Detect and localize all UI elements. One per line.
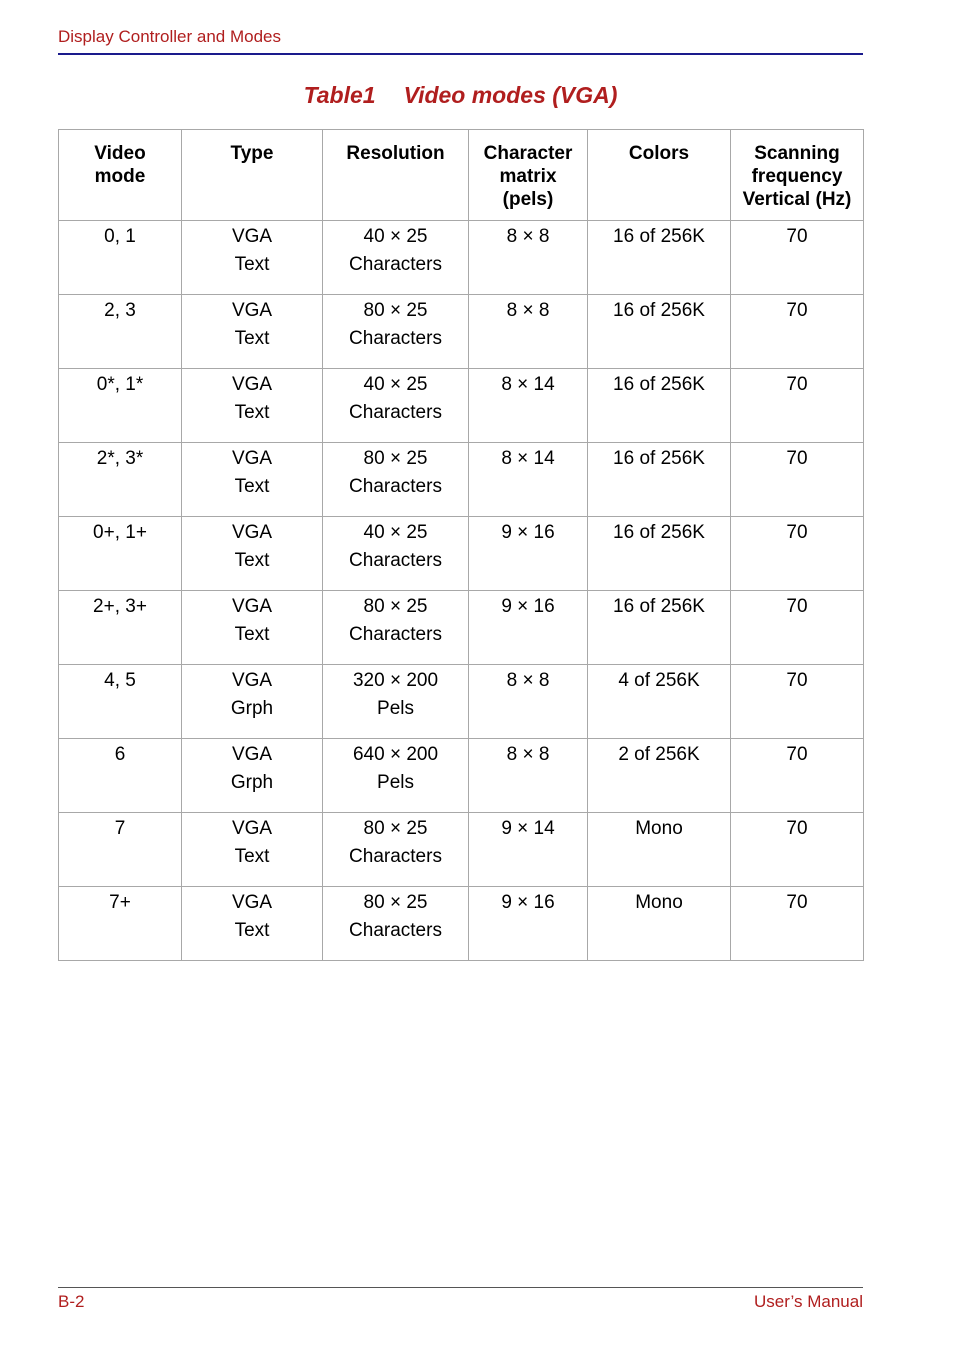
cell-line: 80 × 25 (363, 300, 428, 321)
cell-video-mode (59, 739, 182, 813)
cell-line: VGA (231, 522, 273, 543)
cell-line: 70 (786, 226, 808, 247)
cell-resolution (323, 221, 469, 295)
cell-type (182, 295, 323, 369)
cell-line: 2*, 3* (96, 448, 144, 469)
cell-colors (588, 295, 731, 369)
table-row (59, 591, 864, 665)
cell-line: 9 × 16 (501, 892, 555, 913)
cell-colors (588, 813, 731, 887)
cell-character-matrix (469, 887, 588, 961)
header-line: frequency (751, 166, 843, 187)
cell-video-mode (59, 295, 182, 369)
cell-line: VGA (231, 374, 273, 395)
header-line: Scanning (754, 143, 840, 164)
cell-line: 2 of 256K (618, 744, 700, 765)
cell-line: 70 (786, 300, 808, 321)
cell-colors (588, 739, 731, 813)
cell-line: Characters (349, 846, 442, 867)
cell-line: 70 (786, 744, 808, 765)
cell-type (182, 591, 323, 665)
cell-video-mode (59, 221, 182, 295)
cell-line: 16 of 256K (613, 448, 705, 469)
cell-line: 0*, 1* (96, 374, 144, 395)
cell-scanning-frequency (731, 813, 864, 887)
cell-line: 640 × 200 (352, 744, 439, 765)
cell-video-mode (59, 887, 182, 961)
cell-line: Text (234, 920, 270, 941)
cell-line: VGA (231, 226, 273, 247)
table-row (59, 443, 864, 517)
cell-line: 70 (786, 596, 808, 617)
cell-line: 6 (114, 744, 126, 765)
cell-line: 9 × 14 (501, 818, 555, 839)
cell-resolution (323, 887, 469, 961)
cell-line: Characters (349, 402, 442, 423)
cell-line: Grph (230, 698, 274, 719)
header-character-matrix (469, 130, 588, 221)
cell-type (182, 443, 323, 517)
cell-line: Characters (349, 920, 442, 941)
cell-resolution (323, 665, 469, 739)
cell-line: 16 of 256K (613, 300, 705, 321)
table-row (59, 665, 864, 739)
cell-character-matrix (469, 369, 588, 443)
cell-character-matrix (469, 221, 588, 295)
cell-line: Characters (349, 624, 442, 645)
cell-colors (588, 443, 731, 517)
header-video-mode (59, 130, 182, 221)
cell-line: 8 × 8 (506, 226, 550, 247)
cell-colors (588, 591, 731, 665)
cell-line: 70 (786, 892, 808, 913)
table-row (59, 887, 864, 961)
cell-line: 40 × 25 (363, 374, 428, 395)
cell-line: Pels (377, 698, 414, 719)
cell-resolution (323, 813, 469, 887)
cell-scanning-frequency (731, 295, 864, 369)
cell-line: Text (234, 476, 270, 497)
header-line: Vertical (Hz) (742, 189, 852, 210)
cell-line: 70 (786, 374, 808, 395)
cell-line: Mono (635, 892, 683, 913)
header-line: mode (94, 166, 146, 187)
header-colors (588, 130, 731, 221)
table-row (59, 517, 864, 591)
cell-line: 16 of 256K (613, 522, 705, 543)
running-header: Display Controller and Modes (58, 27, 281, 46)
header-line: Type (230, 143, 274, 164)
cell-scanning-frequency (731, 665, 864, 739)
table-row (59, 295, 864, 369)
table-caption-title: Video modes (VGA) (403, 82, 618, 108)
header-line: matrix (499, 166, 557, 187)
cell-line: 2, 3 (104, 300, 136, 321)
table-row (59, 739, 864, 813)
cell-line: 9 × 16 (501, 596, 555, 617)
cell-type (182, 739, 323, 813)
cell-line: 0+, 1+ (93, 522, 147, 543)
cell-line: 8 × 8 (506, 744, 550, 765)
cell-line: 80 × 25 (363, 892, 428, 913)
cell-line: Text (234, 402, 270, 423)
cell-video-mode (59, 517, 182, 591)
cell-line: Mono (635, 818, 683, 839)
table-row (59, 813, 864, 887)
cell-line: VGA (231, 300, 273, 321)
cell-line: 7 (114, 818, 126, 839)
cell-resolution (323, 443, 469, 517)
cell-line: Text (234, 550, 270, 571)
cell-line: 70 (786, 522, 808, 543)
cell-scanning-frequency (731, 221, 864, 295)
cell-line: Text (234, 846, 270, 867)
cell-character-matrix (469, 295, 588, 369)
cell-resolution (323, 591, 469, 665)
cell-video-mode (59, 813, 182, 887)
cell-line: 16 of 256K (613, 374, 705, 395)
cell-line: Characters (349, 476, 442, 497)
header-line: Colors (628, 143, 690, 164)
cell-type (182, 221, 323, 295)
cell-character-matrix (469, 591, 588, 665)
header-scanning-frequency (731, 130, 864, 221)
cell-line: VGA (231, 818, 273, 839)
cell-line: 4, 5 (104, 670, 136, 691)
cell-type (182, 665, 323, 739)
cell-line: VGA (231, 892, 273, 913)
page-number: B-2 (58, 1292, 85, 1311)
cell-character-matrix (469, 665, 588, 739)
cell-line: Text (234, 624, 270, 645)
cell-line: 40 × 25 (363, 522, 428, 543)
cell-line: 2+, 3+ (93, 596, 147, 617)
footer-rule (58, 1287, 863, 1288)
cell-video-mode (59, 443, 182, 517)
cell-line: 9 × 16 (501, 522, 555, 543)
cell-video-mode (59, 591, 182, 665)
cell-type (182, 887, 323, 961)
cell-character-matrix (469, 517, 588, 591)
cell-resolution (323, 517, 469, 591)
header-line: Resolution (346, 143, 445, 164)
header-resolution (323, 130, 469, 221)
cell-line: VGA (231, 596, 273, 617)
cell-scanning-frequency (731, 739, 864, 813)
cell-scanning-frequency (731, 591, 864, 665)
cell-scanning-frequency (731, 369, 864, 443)
video-modes-table (58, 129, 864, 961)
cell-line: 80 × 25 (363, 818, 428, 839)
cell-resolution (323, 369, 469, 443)
cell-type (182, 369, 323, 443)
cell-line: Grph (230, 772, 274, 793)
cell-line: 320 × 200 (352, 670, 439, 691)
cell-line: 80 × 25 (363, 596, 428, 617)
manual-name: User’s Manual (754, 1292, 863, 1311)
header-line: Character (483, 143, 573, 164)
cell-resolution (323, 295, 469, 369)
cell-line: 40 × 25 (363, 226, 428, 247)
cell-colors (588, 887, 731, 961)
table-row (59, 221, 864, 295)
cell-line: 8 × 14 (501, 448, 555, 469)
cell-line: 8 × 8 (506, 670, 550, 691)
cell-line: 0, 1 (104, 226, 136, 247)
header-line: (pels) (502, 189, 554, 210)
cell-line: 16 of 256K (613, 596, 705, 617)
cell-line: 70 (786, 448, 808, 469)
cell-line: 4 of 256K (618, 670, 700, 691)
cell-colors (588, 517, 731, 591)
cell-line: 8 × 8 (506, 300, 550, 321)
cell-scanning-frequency (731, 887, 864, 961)
cell-line: Characters (349, 550, 442, 571)
cell-scanning-frequency (731, 443, 864, 517)
cell-colors (588, 665, 731, 739)
cell-video-mode (59, 369, 182, 443)
cell-line: 70 (786, 818, 808, 839)
cell-character-matrix (469, 443, 588, 517)
cell-colors (588, 369, 731, 443)
cell-video-mode (59, 665, 182, 739)
cell-line: 80 × 25 (363, 448, 428, 469)
cell-colors (588, 221, 731, 295)
table-caption-label: Table1 (303, 82, 376, 108)
cell-line: Text (234, 254, 270, 275)
cell-line: VGA (231, 670, 273, 691)
cell-line: Characters (349, 328, 442, 349)
cell-line: 7+ (109, 892, 131, 913)
cell-type (182, 813, 323, 887)
cell-line: Text (234, 328, 270, 349)
cell-line: 16 of 256K (613, 226, 705, 247)
table-header-row (59, 130, 864, 221)
cell-scanning-frequency (731, 517, 864, 591)
cell-line: VGA (231, 744, 273, 765)
cell-type (182, 517, 323, 591)
table-caption (58, 82, 863, 109)
cell-character-matrix (469, 813, 588, 887)
cell-line: VGA (231, 448, 273, 469)
header-type (182, 130, 323, 221)
table-row (59, 369, 864, 443)
cell-line: Characters (349, 254, 442, 275)
cell-line: Pels (377, 772, 414, 793)
cell-character-matrix (469, 739, 588, 813)
cell-line: 8 × 14 (501, 374, 555, 395)
cell-resolution (323, 739, 469, 813)
header-line: Video (94, 143, 146, 164)
header-rule (58, 53, 863, 55)
cell-line: 70 (786, 670, 808, 691)
table-body (59, 221, 864, 961)
